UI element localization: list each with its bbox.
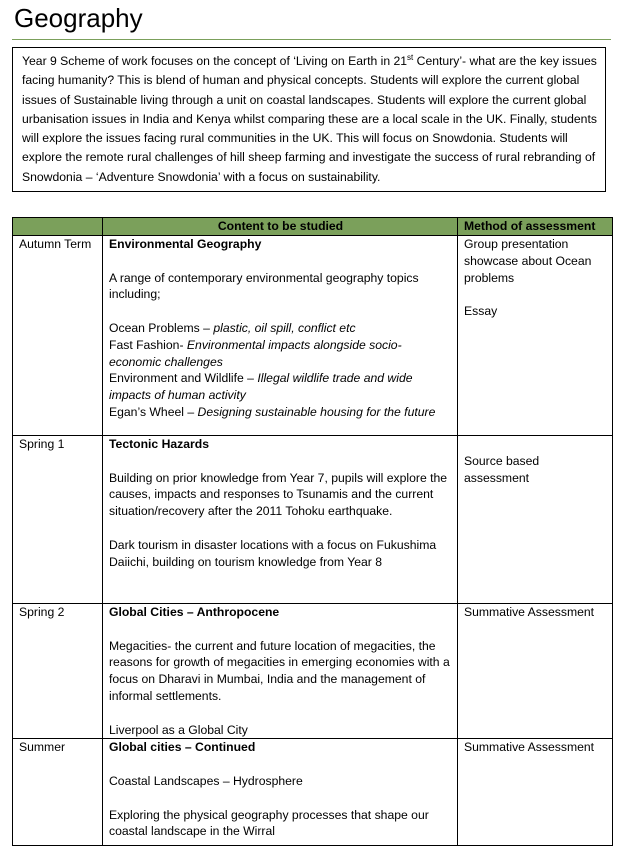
intro-text-part1: Year 9 Scheme of work focuses on the concept of ‘Living on Earth in 21 [22,54,408,68]
table-row [13,604,613,739]
method-cell [458,436,613,604]
content-cell [103,436,458,604]
title-underline [12,39,611,40]
topic-paragraph: Liverpool as a Global City [109,722,248,737]
topic-heading: Global cities – Continued [109,740,256,755]
topic-intro: A range of contemporary environmental geography topics including; [109,270,419,302]
method-text: Summative Assessment [464,605,595,619]
method-text: Essay [464,304,498,319]
topic-heading: Tectonic Hazards [109,437,210,451]
term-cell: Spring 1 [13,436,103,604]
method-text: Summative Assessment [464,740,595,755]
intro-box [12,47,606,192]
table-row [13,739,613,846]
term-cell: Autumn Term [13,236,103,436]
table-row [13,436,613,604]
term-cell: Spring 2 [13,604,103,739]
topic-paragraph: Coastal Landscapes – Hydrosphere [109,773,303,788]
topic-line: Environment and Wildlife – Illegal wildlife trade and wide impacts of human activity [109,371,413,403]
topic-line: Fast Fashion- Environmental impacts alongside socio-economic challenges [109,337,402,369]
table-row [13,236,613,436]
scheme-of-work-table [12,217,613,846]
header-content: Content to be studied [103,218,458,236]
content-cell [103,604,458,739]
content-cell [103,236,458,436]
topic-line: Egan’s Wheel – Designing sustainable housing for the future [109,404,436,419]
topic-line: Ocean Problems – plastic, oil spill, conflict etc [109,320,356,335]
header-method: Method of assessment [458,218,613,236]
header-term [13,218,103,236]
topic-paragraph: Dark tourism in disaster locations with a focus on Fukushima Daiichi, building on tourism knowledge from Year 8 [109,537,437,569]
term-cell: Summer [13,739,103,846]
topic-heading: Global Cities – Anthropocene [109,605,280,619]
topic-paragraph: Megacities- the current and future location of megacities, the reasons for growth of megacities in emerging economies with a focus on Dharavi in Mumbai, India and the management of informal settlements. [109,638,450,703]
topic-paragraph: Exploring the physical geography processes that shape our coastal landscape in the Wirral [109,807,429,839]
content-cell [103,739,458,846]
topic-heading: Environmental Geography [109,237,262,251]
topic-paragraph: Building on prior knowledge from Year 7, pupils will explore the causes, impacts and responses to Tsunamis and the current situation/recovery after the 2011 Tohoku earthquake. [109,470,448,519]
method-text: Group presentation showcase about Ocean problems [464,237,592,285]
table-header-row [13,218,613,236]
page-title: Geography [14,3,143,33]
method-cell [458,604,613,739]
method-cell [458,739,613,846]
intro-text-part2: Century’- what are the key issues facing humanity? This is blend of human and physical concepts. Students will explore the current global issues of Sustainable living through a unit on coastal landscapes. Students will explore the current global urbanisation issues in India and Kenya whilst comparing these are a local scale in the UK. Finally, students will explore the issues facing rural communities in the UK. This will focus on Snowdonia. Students will explore the remote rural challenges of hill sheep farming and investigate the success of rural rebranding of Snowdonia – ‘Adventure Snowdonia’ with a focus on sustainability. [22,54,597,184]
intro-superscript: st [407,53,414,62]
method-cell [458,236,613,436]
method-text: Source based assessment [464,453,540,485]
